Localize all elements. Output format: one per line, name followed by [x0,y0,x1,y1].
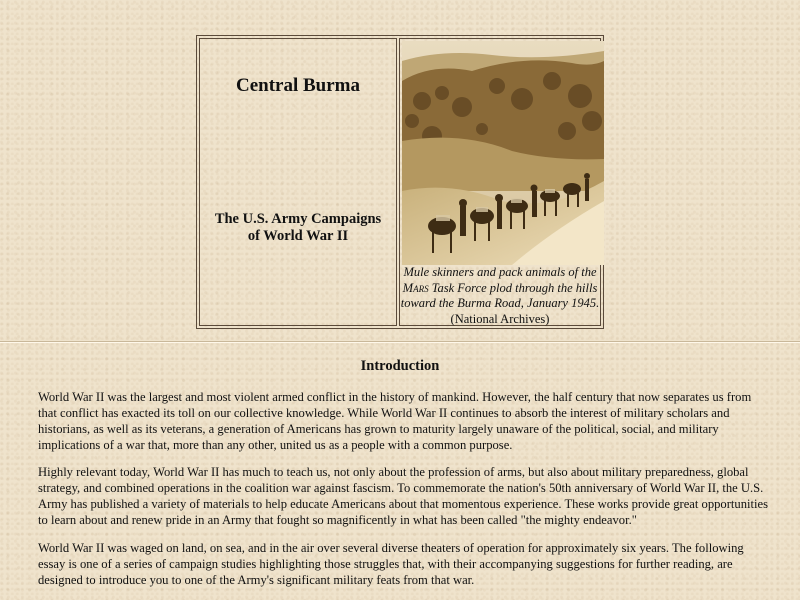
caption-mars: Mars [402,280,429,295]
section-heading: Introduction [360,358,440,374]
caption-line-1: Mule skinners and pack animals of the [403,265,597,279]
photo-caption [400,265,600,327]
caption-line-2 [400,281,600,297]
subtitle-line-1: The U.S. Army Campaigns [214,211,382,227]
paragraph-3: World War II was waged on land, on sea, and in the air over several diverse theaters of operation for approximately six years. The following essay is one of a series of campaign studies highlighting those struggles that, with their accompanying suggestions for further reading, are designed to introduce you to one of the Army's significant military feats from that war. [38,541,744,587]
photo-cell [399,38,601,326]
caption-line-3: toward the Burma Road, January 1945. [400,296,600,310]
paragraph-2: Highly relevant today, World War II has much to teach us, not only about the profession of arms, but also about military preparedness, global strategy, and combined operations in the coalition war against fascism. To commemorate the nation's 50th anniversary of World War II, the U.S. Army has published a variety of materials to help educate Americans about that momentous experience. These works provide great opportunities to learn about and renew pride in an Army that fought so magnificently in what has been called "the mighty endeavor." [38,465,768,527]
header-table [196,35,604,329]
mule-train-photo [402,41,604,265]
horizontal-rule [0,341,800,343]
subtitle-line-2: of World War II [247,228,349,244]
caption-line-2-suffix: Task Force plod through the hills [428,280,598,295]
photo-credit: (National Archives) [450,311,550,326]
page-subtitle [200,211,396,245]
page-title: Central Burma [235,75,360,96]
title-cell [199,38,397,326]
paragraph-1: World War II was the largest and most violent armed conflict in the history of mankind. However, the half century that now separates us from that conflict has exacted its toll on our collective knowledge. While World War II continues to absorb the interest of military scholars and historians, as well as its veterans, a generation of Americans has grown to maturity largely unaware of the political, social, and military implications of a war that, more than any other, united us as a people with a common purpose. [38,390,752,452]
sepia-photo [402,41,604,265]
